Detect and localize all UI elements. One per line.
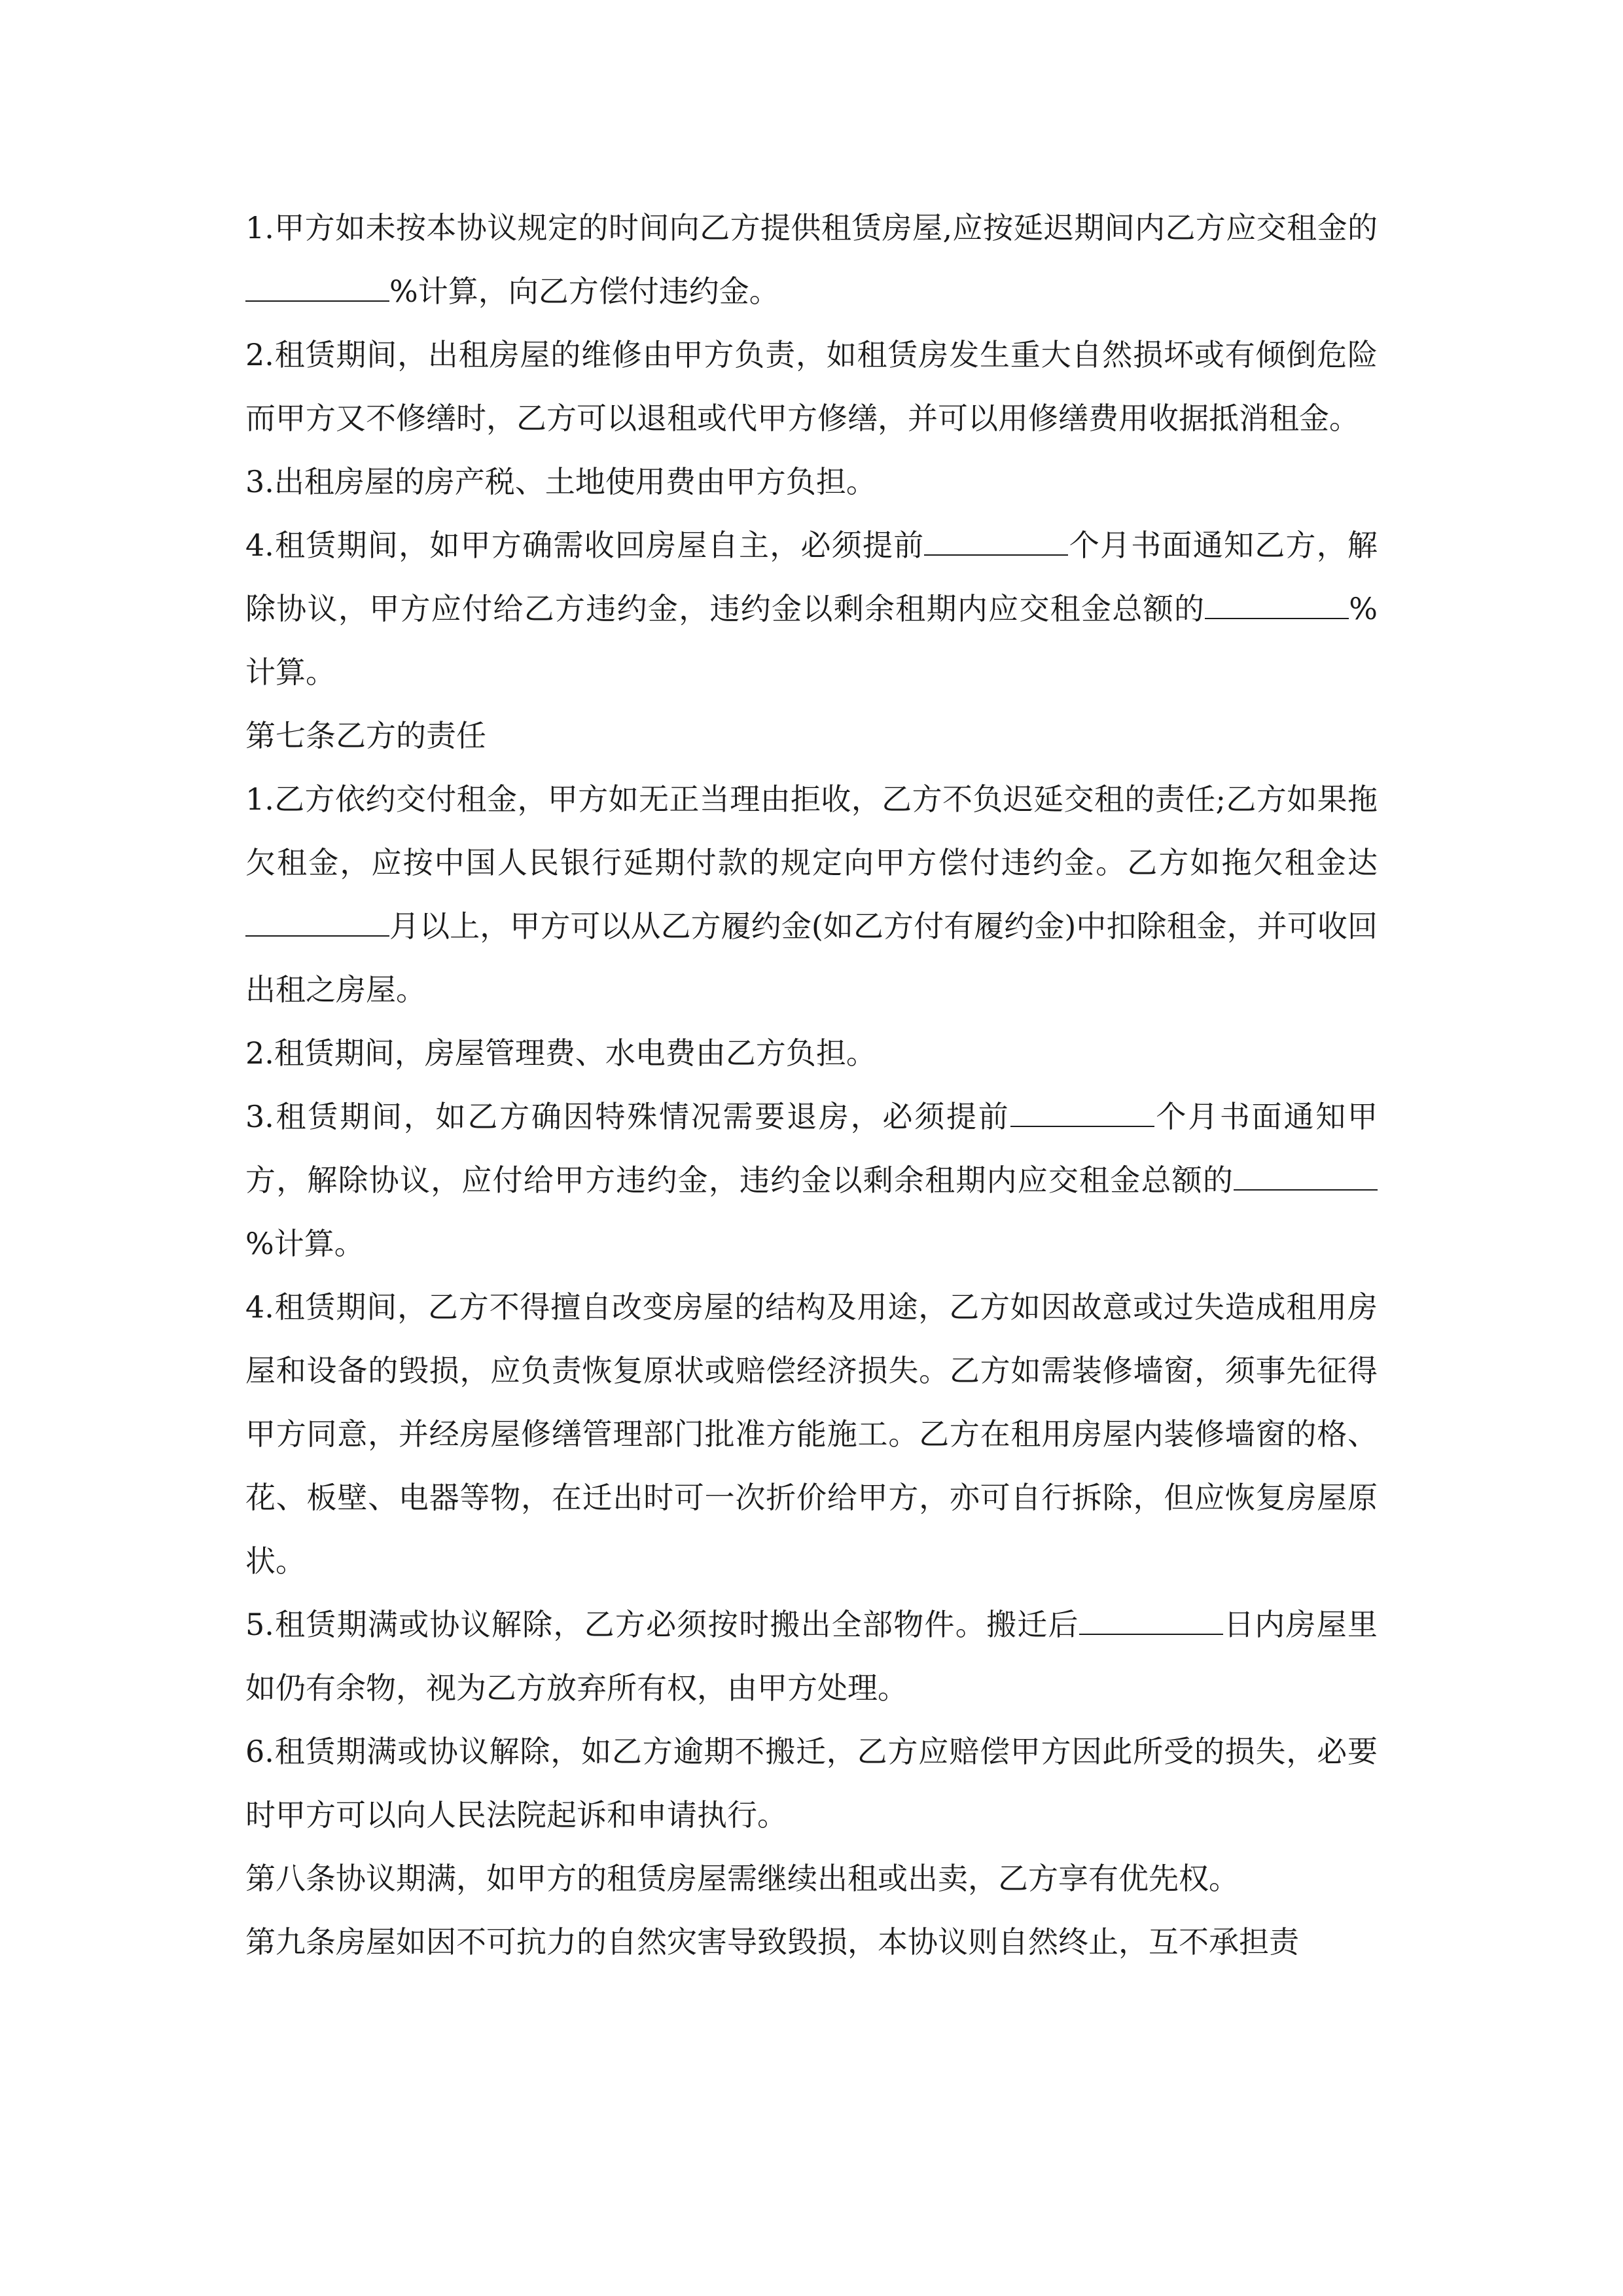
document-body bbox=[245, 196, 1378, 1974]
section-para-article-9 bbox=[245, 1910, 1378, 1974]
para-text: 月以上，甲方可以从乙方履约金(如乙方付有履约金)中扣除租金，并可收回出租之房屋。 bbox=[245, 908, 1378, 1007]
fill-blank[interactable] bbox=[924, 515, 1068, 556]
para-text: 第九条房屋如因不可抗力的自然灾害导致毁损，本协议则自然终止，互不承担责 bbox=[245, 1924, 1299, 1960]
clause-para-6 bbox=[245, 768, 1378, 1022]
para-text: 日内房屋里如仍有余物，视为乙方放弃所有权，由甲方处理。 bbox=[245, 1607, 1378, 1706]
para-text: 2.租赁期间，房屋管理费、水电费由乙方负担。 bbox=[245, 1035, 876, 1071]
clause-para-3 bbox=[245, 450, 1378, 514]
clause-para-7 bbox=[245, 1022, 1378, 1085]
fill-blank[interactable] bbox=[1010, 1086, 1154, 1127]
para-text: 4.租赁期间，乙方不得擅自改变房屋的结构及用途，乙方如因故意或过失造成租用房屋和设备的毁损，应负责恢复原状或赔偿经济损失。乙方如需装修墙窗，须事先征得甲方同意，并经房屋修缮管理部门批准方能施工。乙方在租用房屋内装修墙窗的格、花、板壁、电器等物，在迁出时可一次折价给甲方，亦可自行拆除，但应恢复房屋原状。 bbox=[245, 1289, 1378, 1579]
para-text: %计算。 bbox=[245, 591, 1378, 690]
clause-para-1 bbox=[245, 196, 1378, 323]
fill-blank[interactable] bbox=[245, 261, 389, 302]
clause-para-11 bbox=[245, 1720, 1378, 1847]
para-text: 1.甲方如未按本协议规定的时间向乙方提供租赁房屋,应按延迟期间内乙方应交租金的 bbox=[245, 210, 1378, 245]
fill-blank[interactable] bbox=[1079, 1594, 1223, 1635]
heading-text: 第七条乙方的责任 bbox=[245, 718, 486, 753]
clause-para-10 bbox=[245, 1593, 1378, 1720]
para-text: 个月书面通知甲方，解除协议，应付给甲方违约金，违约金以剩余租期内应交租金总额的 bbox=[245, 1099, 1378, 1198]
para-text: %计算，向乙方偿付违约金。 bbox=[389, 274, 779, 309]
clause-para-4 bbox=[245, 514, 1378, 704]
fill-blank[interactable] bbox=[1234, 1150, 1378, 1191]
para-text: 6.租赁期满或协议解除，如乙方逾期不搬迁，乙方应赔偿甲方因此所受的损失，必要时甲方可以向人民法院起诉和申请执行。 bbox=[245, 1734, 1378, 1833]
section-heading-article-7 bbox=[245, 704, 1378, 768]
para-text: 5.租赁期满或协议解除，乙方必须按时搬出全部物件。搬迁后 bbox=[245, 1607, 1079, 1642]
clause-para-9 bbox=[245, 1276, 1378, 1593]
para-text: 个月书面通知乙方，解除协议，甲方应付给乙方违约金，违约金以剩余租期内应交租金总额的 bbox=[245, 528, 1378, 626]
para-text: %计算。 bbox=[245, 1226, 365, 1261]
fill-blank[interactable] bbox=[1205, 579, 1349, 619]
para-text: 第八条协议期满，如甲方的租赁房屋需继续出租或出卖，乙方享有优先权。 bbox=[245, 1861, 1239, 1896]
clause-para-2 bbox=[245, 323, 1378, 450]
para-text: 3.租赁期间，如乙方确因特殊情况需要退房，必须提前 bbox=[245, 1099, 1010, 1134]
para-text: 1.乙方依约交付租金，甲方如无正当理由拒收，乙方不负迟延交租的责任;乙方如果拖欠租金，应按中国人民银行延期付款的规定向甲方偿付违约金。乙方如拖欠租金达 bbox=[245, 781, 1378, 880]
clause-para-8 bbox=[245, 1085, 1378, 1276]
fill-blank[interactable] bbox=[245, 896, 389, 937]
para-text: 2.租赁期间，出租房屋的维修由甲方负责，如租赁房发生重大自然损坏或有倾倒危险而甲方又不修缮时，乙方可以退租或代甲方修缮，并可以用修缮费用收据抵消租金。 bbox=[245, 337, 1378, 436]
para-text: 4.租赁期间，如甲方确需收回房屋自主，必须提前 bbox=[245, 528, 925, 563]
para-text: 3.出租房屋的房产税、土地使用费由甲方负担。 bbox=[245, 464, 876, 499]
section-para-article-8 bbox=[245, 1847, 1378, 1910]
